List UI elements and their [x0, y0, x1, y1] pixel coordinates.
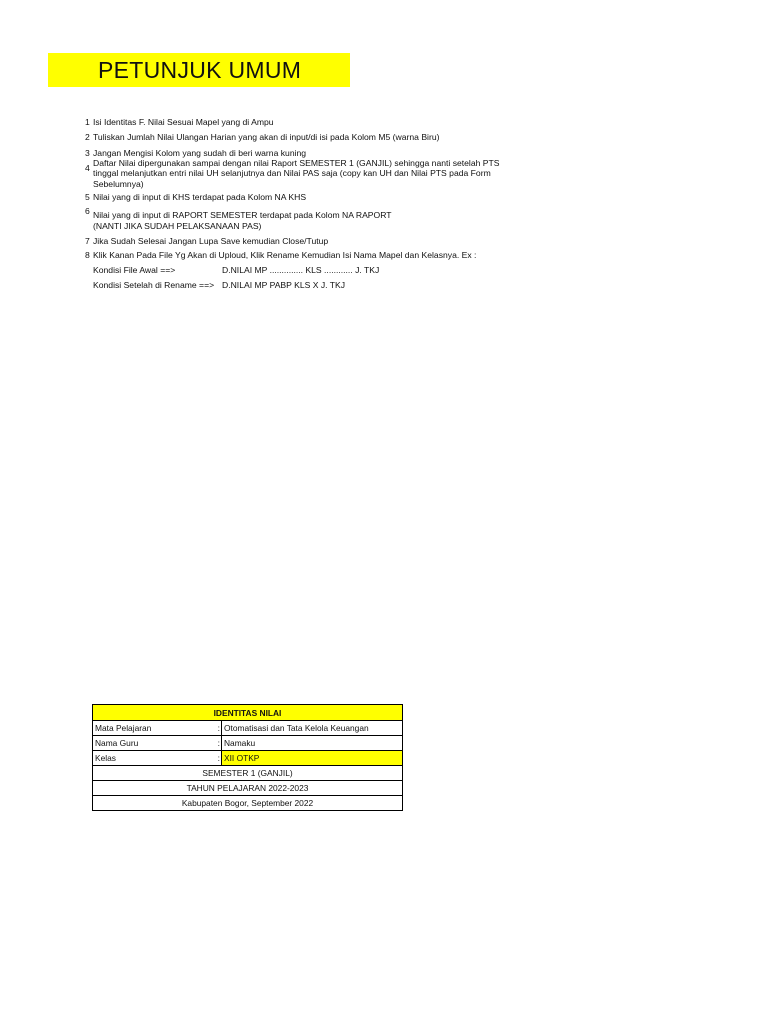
kelas-value[interactable]: XII OTKP — [222, 751, 403, 766]
title-banner — [48, 53, 350, 87]
identity-header-row — [93, 705, 403, 721]
tahun-pelajaran-cell: TAHUN PELAJARAN 2022-2023 — [93, 781, 403, 796]
instruction-4-line-3: Sebelumnya) — [93, 179, 144, 189]
instruction-6-line-1: Nilai yang di input di RAPORT SEMESTER terdapat pada Kolom NA RAPORT — [93, 210, 392, 220]
kelas-colon: : — [216, 751, 222, 766]
kelas-label: Kelas — [93, 751, 217, 766]
mapel-label: Mata Pelajaran — [93, 721, 217, 736]
instruction-3-text: Jangan Mengisi Kolom yang sudah di beri warna kuning — [93, 148, 307, 158]
tahun-row — [93, 781, 403, 796]
instruction-number-7: 7 — [85, 236, 90, 246]
instruction-number-6: 6 — [85, 206, 90, 216]
place-date-row — [93, 796, 403, 811]
instruction-number-3: 3 — [85, 148, 90, 158]
example-renamed-value: D.NILAI MP PABP KLS X J. TKJ — [222, 280, 346, 290]
instruction-8-text: Klik Kanan Pada File Yg Akan di Uploud, Klik Rename Kemudian Isi Nama Mapel dan Kelasnya. Ex : — [93, 250, 477, 260]
semester-cell: SEMESTER 1 (GANJIL) — [93, 766, 403, 781]
instruction-6-line-2: (NANTI JIKA SUDAH PELAKSANAAN PAS) — [93, 221, 262, 231]
mapel-value[interactable]: Otomatisasi dan Tata Kelola Keuangan — [222, 721, 403, 736]
instruction-5-text: Nilai yang di input di KHS terdapat pada Kolom NA KHS — [93, 192, 307, 202]
semester-row — [93, 766, 403, 781]
identity-header: IDENTITAS NILAI — [93, 705, 403, 721]
instruction-number-2: 2 — [85, 132, 90, 142]
guru-value[interactable]: Namaku — [222, 736, 403, 751]
instruction-number-8: 8 — [85, 250, 90, 260]
instruction-4-line-1: Daftar Nilai dipergunakan sampai dengan nilai Raport SEMESTER 1 (GANJIL) sehingga nanti setelah PTS — [93, 158, 500, 168]
identity-row-kelas — [93, 751, 403, 766]
guru-colon: : — [216, 736, 222, 751]
instruction-number-5: 5 — [85, 192, 90, 202]
identity-row-mapel — [93, 721, 403, 736]
instruction-7-text: Jika Sudah Selesai Jangan Lupa Save kemudian Close/Tutup — [93, 236, 329, 246]
example-renamed-label: Kondisi Setelah di Rename ==> — [93, 280, 215, 290]
example-initial-label: Kondisi File Awal ==> — [93, 265, 176, 275]
mapel-colon: : — [216, 721, 222, 736]
example-initial-value: D.NILAI MP .............. KLS ............ J. TKJ — [222, 265, 380, 275]
instruction-4-line-2: tinggal melanjutkan entri nilai UH selanjutnya dan Nilai PAS saja (copy kan UH dan Nilai PTS pada Form — [93, 168, 491, 178]
identity-table — [92, 704, 403, 811]
identity-row-guru — [93, 736, 403, 751]
instruction-number-1: 1 — [85, 117, 90, 127]
page-title: PETUNJUK UMUM — [98, 57, 302, 83]
place-date-cell: Kabupaten Bogor, September 2022 — [93, 796, 403, 811]
instruction-number-4: 4 — [85, 163, 90, 173]
instruction-2-text: Tuliskan Jumlah Nilai Ulangan Harian yang akan di input/di isi pada Kolom M5 (warna Biru) — [93, 132, 440, 142]
guru-label: Nama Guru — [93, 736, 217, 751]
instruction-1-text: Isi Identitas F. Nilai Sesuai Mapel yang di Ampu — [93, 117, 274, 127]
